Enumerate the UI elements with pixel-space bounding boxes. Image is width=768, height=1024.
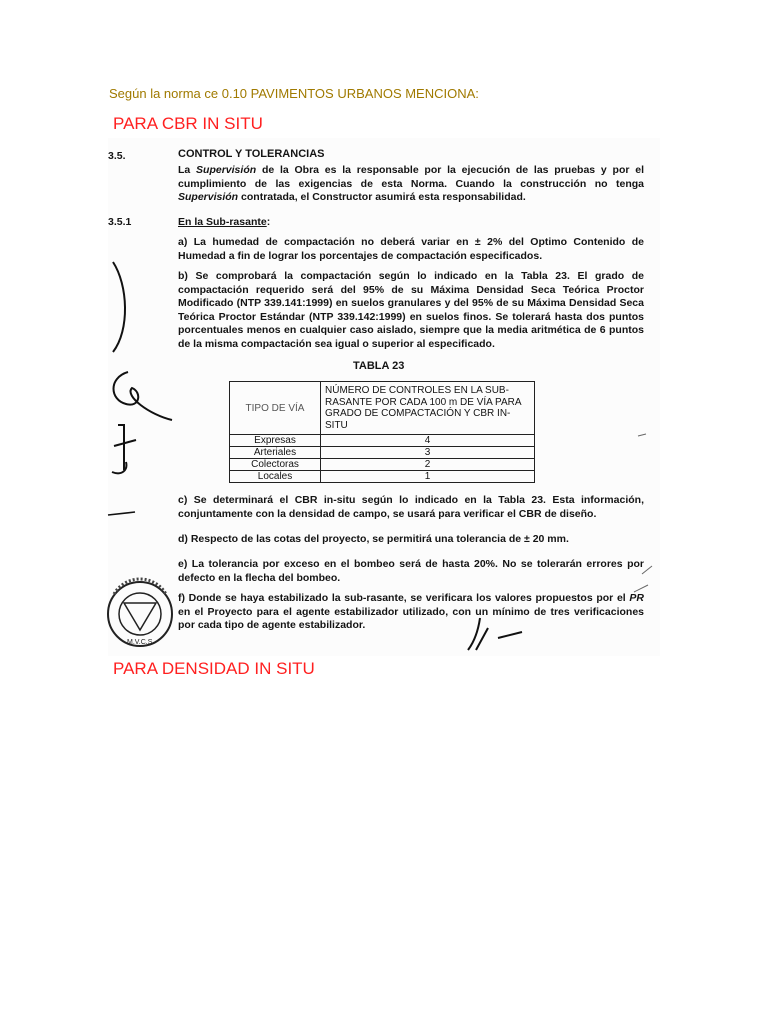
item-f: f) Donde se haya estabilizado la sub-rasante, se verificara los valores propuestos por el PR en el Proyecto para el agente estabilizador utilizado, con un mínimo de tres verificaciones por cada tipo de agente estabilizador. — [178, 592, 644, 631]
stamp-text: M.V.C.S. — [127, 639, 155, 646]
table-cell-tipo: Locales — [230, 471, 321, 483]
item-d: d) Respecto de las cotas del proyecto, se permitirá una tolerancia de ± 20 mm. — [178, 533, 569, 545]
table-row — [230, 459, 535, 471]
table-head-tipo: TIPO DE VÍA — [230, 382, 321, 435]
intro-text: Según la norma ce 0.10 PAVIMENTOS URBANOS MENCIONA: — [109, 86, 479, 101]
table-cell-n: 4 — [321, 435, 535, 447]
table-cell-tipo: Arteriales — [230, 447, 321, 459]
item-b: b) Se comprobará la compactación según lo indicado en la Tabla 23. El grado de compactación requerido será del 95% de su Máxima Densidad Seca Teórica Proctor Modificado (NTP 339.141:1999) en suelos granulares y del 95% de su Máxima Densidad Seca Teórica Proctor Estándar (NTP 339.142:1999) en suelos finos. Se tolerará hasta dos puntos porcentuales menos en cualquier caso aislado, siempre que la media aritmética de 6 puntos de la misma compactación sea igual o superior al especificado. — [178, 270, 644, 350]
subsection-title: En la Sub-rasante: — [178, 216, 271, 228]
table-cell-n: 3 — [321, 447, 535, 459]
item-c: c) Se determinará el CBR in-situ según lo indicado en la Tabla 23. Esta información, conjuntamente con la densidad de campo, se usará para verificar el CBR de diseño. — [178, 494, 644, 520]
table-cell-tipo: Expresas — [230, 435, 321, 447]
table-cell-tipo: Colectoras — [230, 459, 321, 471]
item-a: a) La humedad de compactación no deberá variar en ± 2% del Optimo Contenido de Humedad a fin de lograr los porcentajes de compactación especificados. — [178, 236, 644, 262]
table-cell-n: 1 — [321, 471, 535, 483]
scanned-page — [108, 138, 660, 656]
section-number: 3.5. — [108, 150, 126, 162]
item-e: e) La tolerancia por exceso en el bombeo será de hasta 20%. No se tolerarán errores por defecto en la flecha del bombeo. — [178, 558, 644, 584]
section-text: La Supervisión de la Obra es la responsable por la ejecución de las pruebas y por el cumplimiento de las exigencias de esta Norma. Cuando la construcción no tenga Supervisión contratada, el Constructor asumirá esta responsabilidad. — [178, 164, 644, 203]
table-row — [230, 447, 535, 459]
table-23 — [229, 381, 535, 483]
table-row — [230, 471, 535, 483]
section-title: CONTROL Y TOLERANCIAS — [178, 148, 325, 160]
table-row — [230, 435, 535, 447]
table-cell-n: 2 — [321, 459, 535, 471]
table-title: TABLA 23 — [353, 360, 405, 372]
table-head-controles: NÚMERO DE CONTROLES EN LA SUB-RASANTE POR CADA 100 m DE VÍA PARA GRADO DE COMPACTACIÓN Y CBR IN-SITU — [321, 382, 535, 435]
heading-cbr: PARA CBR IN SITU — [113, 114, 263, 133]
subsection-number: 3.5.1 — [108, 216, 132, 228]
heading-density: PARA DENSIDAD IN SITU — [113, 659, 315, 678]
